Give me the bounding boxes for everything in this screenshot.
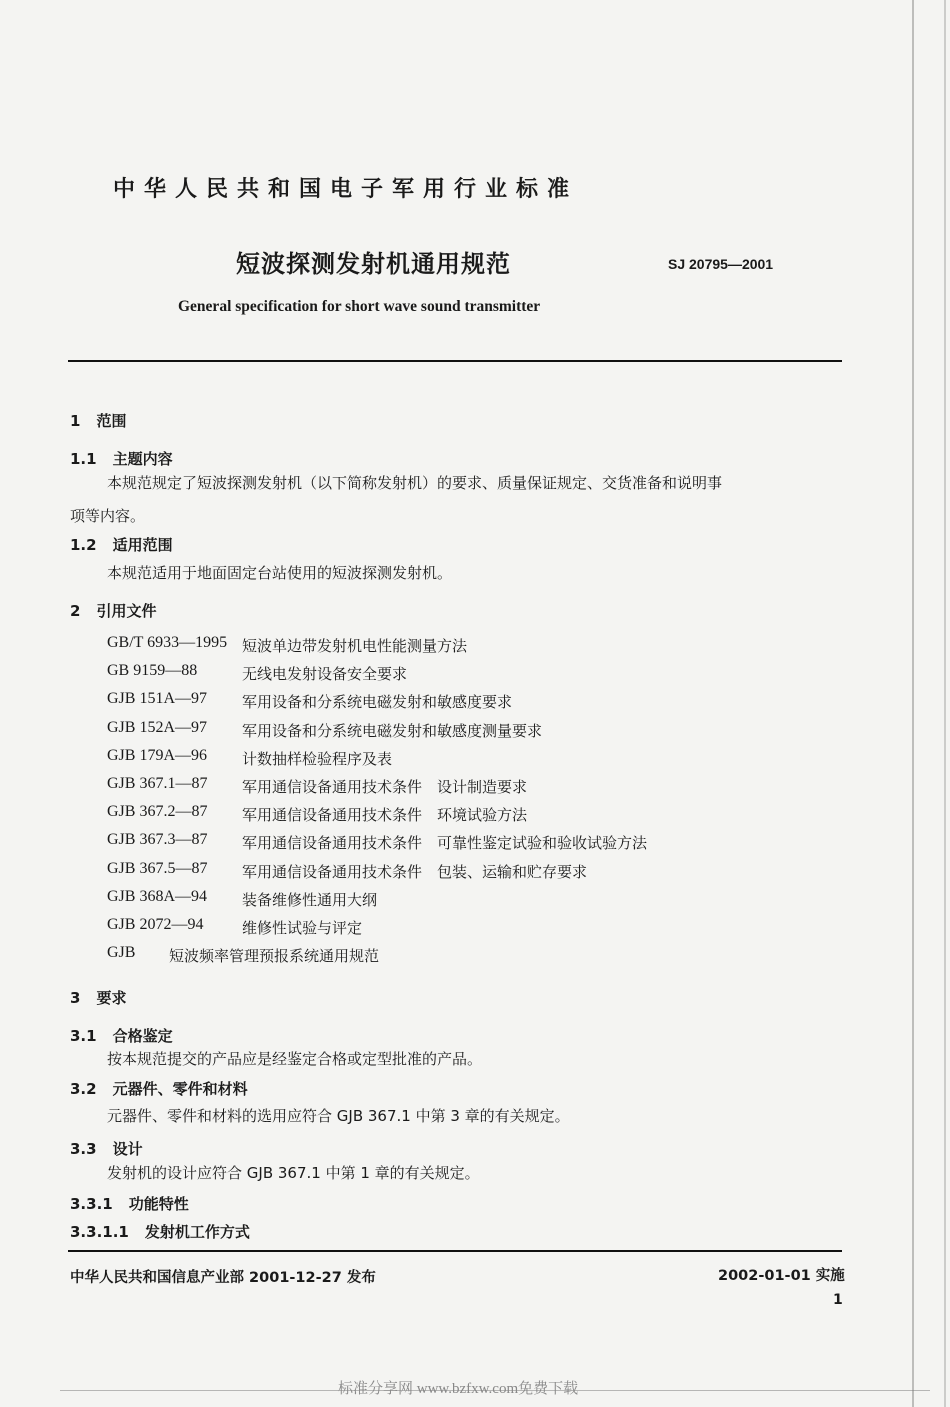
section-1-1-heading [70, 448, 173, 469]
reference-title: 无线电发射设备安全要求 [242, 665, 408, 683]
standard-number: SJ 20795—2001 [668, 256, 774, 272]
section-3-1-heading [70, 1025, 173, 1046]
reference-code: GJB 367.2—87 [107, 803, 208, 820]
page-number: 1 [833, 1292, 843, 1308]
reference-title: 军用通信设备通用技术条件 包装、运输和贮存要求 [242, 863, 588, 881]
watermark: 标准分享网 www.bzfxw.com免费下载 [338, 1381, 579, 1397]
section-3-heading [70, 987, 126, 1008]
document-title-cn: 短波探测发射机通用规范 [236, 250, 511, 278]
reference-title: 维修性试验与评定 [242, 919, 363, 937]
reference-title: 军用通信设备通用技术条件 可靠性鉴定试验和验收试验方法 [242, 834, 648, 852]
reference-code: GB 9159—88 [107, 662, 198, 679]
section-3-3-heading [70, 1138, 143, 1159]
section-title: 适用范围 [112, 536, 173, 554]
section-title: 发射机工作方式 [144, 1223, 250, 1241]
scan-edge-line [912, 0, 914, 1407]
section-3-2-heading [70, 1078, 248, 1099]
section-3-2-paragraph: 元器件、零件和材料的选用应符合 GJB 367.1 中第 3 章的有关规定。 [107, 1107, 570, 1125]
section-title: 主题内容 [112, 450, 173, 468]
reference-code: GJB 367.5—87 [107, 860, 208, 877]
section-3-1-paragraph: 按本规范提交的产品应是经鉴定合格或定型批准的产品。 [107, 1050, 483, 1068]
reference-title: 军用通信设备通用技术条件 设计制造要求 [242, 778, 528, 796]
section-3-3-1-heading [70, 1193, 189, 1214]
reference-code: GB/T 6933—1995 [107, 634, 228, 651]
section-number: 2 [70, 602, 81, 620]
reference-title: 短波频率管理预报系统通用规范 [169, 947, 380, 965]
section-title: 引用文件 [96, 602, 157, 620]
scan-edge-line [944, 0, 946, 1407]
section-number: 3.3.1.1 [70, 1223, 129, 1241]
section-title: 范围 [96, 412, 127, 430]
section-3-3-paragraph: 发射机的设计应符合 GJB 367.1 中第 1 章的有关规定。 [107, 1164, 480, 1182]
reference-code: GJB 368A—94 [107, 888, 208, 905]
section-title: 设计 [112, 1140, 143, 1158]
reference-title: 军用设备和分系统电磁发射和敏感度要求 [242, 693, 513, 711]
section-number: 3.3 [70, 1140, 97, 1158]
section-title: 元器件、零件和材料 [112, 1080, 248, 1098]
section-1-2-paragraph: 本规范适用于地面固定台站使用的短波探测发射机。 [107, 564, 453, 582]
reference-code: GJB 367.1—87 [107, 775, 208, 792]
reference-code: GJB [107, 944, 136, 961]
standard-type-heading: 中华人民共和国电子军用行业标准 [113, 177, 579, 202]
section-number: 1 [70, 412, 81, 430]
section-2-heading [70, 600, 156, 621]
section-1-1-paragraph-line-1: 本规范规定了短波探测发射机（以下简称发射机）的要求、质量保证规定、交货准备和说明事 [107, 474, 723, 492]
reference-title: 短波单边带发射机电性能测量方法 [242, 637, 468, 655]
section-number: 3 [70, 989, 81, 1007]
section-title: 合格鉴定 [112, 1027, 173, 1045]
effective-date: 2002-01-01 实施 [718, 1268, 845, 1284]
section-1-2-heading [70, 534, 173, 555]
reference-code: GJB 151A—97 [107, 690, 208, 707]
section-number: 1.1 [70, 450, 97, 468]
reference-title: 计数抽样检验程序及表 [242, 750, 393, 768]
reference-code: GJB 367.3—87 [107, 831, 208, 848]
section-3-3-1-1-heading [70, 1221, 250, 1242]
reference-code: GJB 179A—96 [107, 747, 208, 764]
section-number: 3.2 [70, 1080, 97, 1098]
section-number: 3.1 [70, 1027, 97, 1045]
document-title-en: General specification for short wave sound transmitter [178, 298, 541, 315]
footer-rule [68, 1250, 842, 1252]
reference-code: GJB 152A—97 [107, 719, 208, 736]
section-title: 功能特性 [128, 1195, 189, 1213]
section-number: 3.3.1 [70, 1195, 113, 1213]
header-rule [68, 360, 842, 362]
reference-title: 军用通信设备通用技术条件 环境试验方法 [242, 806, 528, 824]
section-1-1-paragraph-line-2: 项等内容。 [70, 507, 146, 525]
section-number: 1.2 [70, 536, 97, 554]
section-1-heading [70, 410, 126, 431]
issue-statement: 中华人民共和国信息产业部 2001-12-27 发布 [70, 1270, 376, 1286]
reference-title: 装备维修性通用大纲 [242, 891, 378, 909]
reference-title: 军用设备和分系统电磁发射和敏感度测量要求 [242, 722, 543, 740]
reference-code: GJB 2072—94 [107, 916, 204, 933]
section-title: 要求 [96, 989, 127, 1007]
